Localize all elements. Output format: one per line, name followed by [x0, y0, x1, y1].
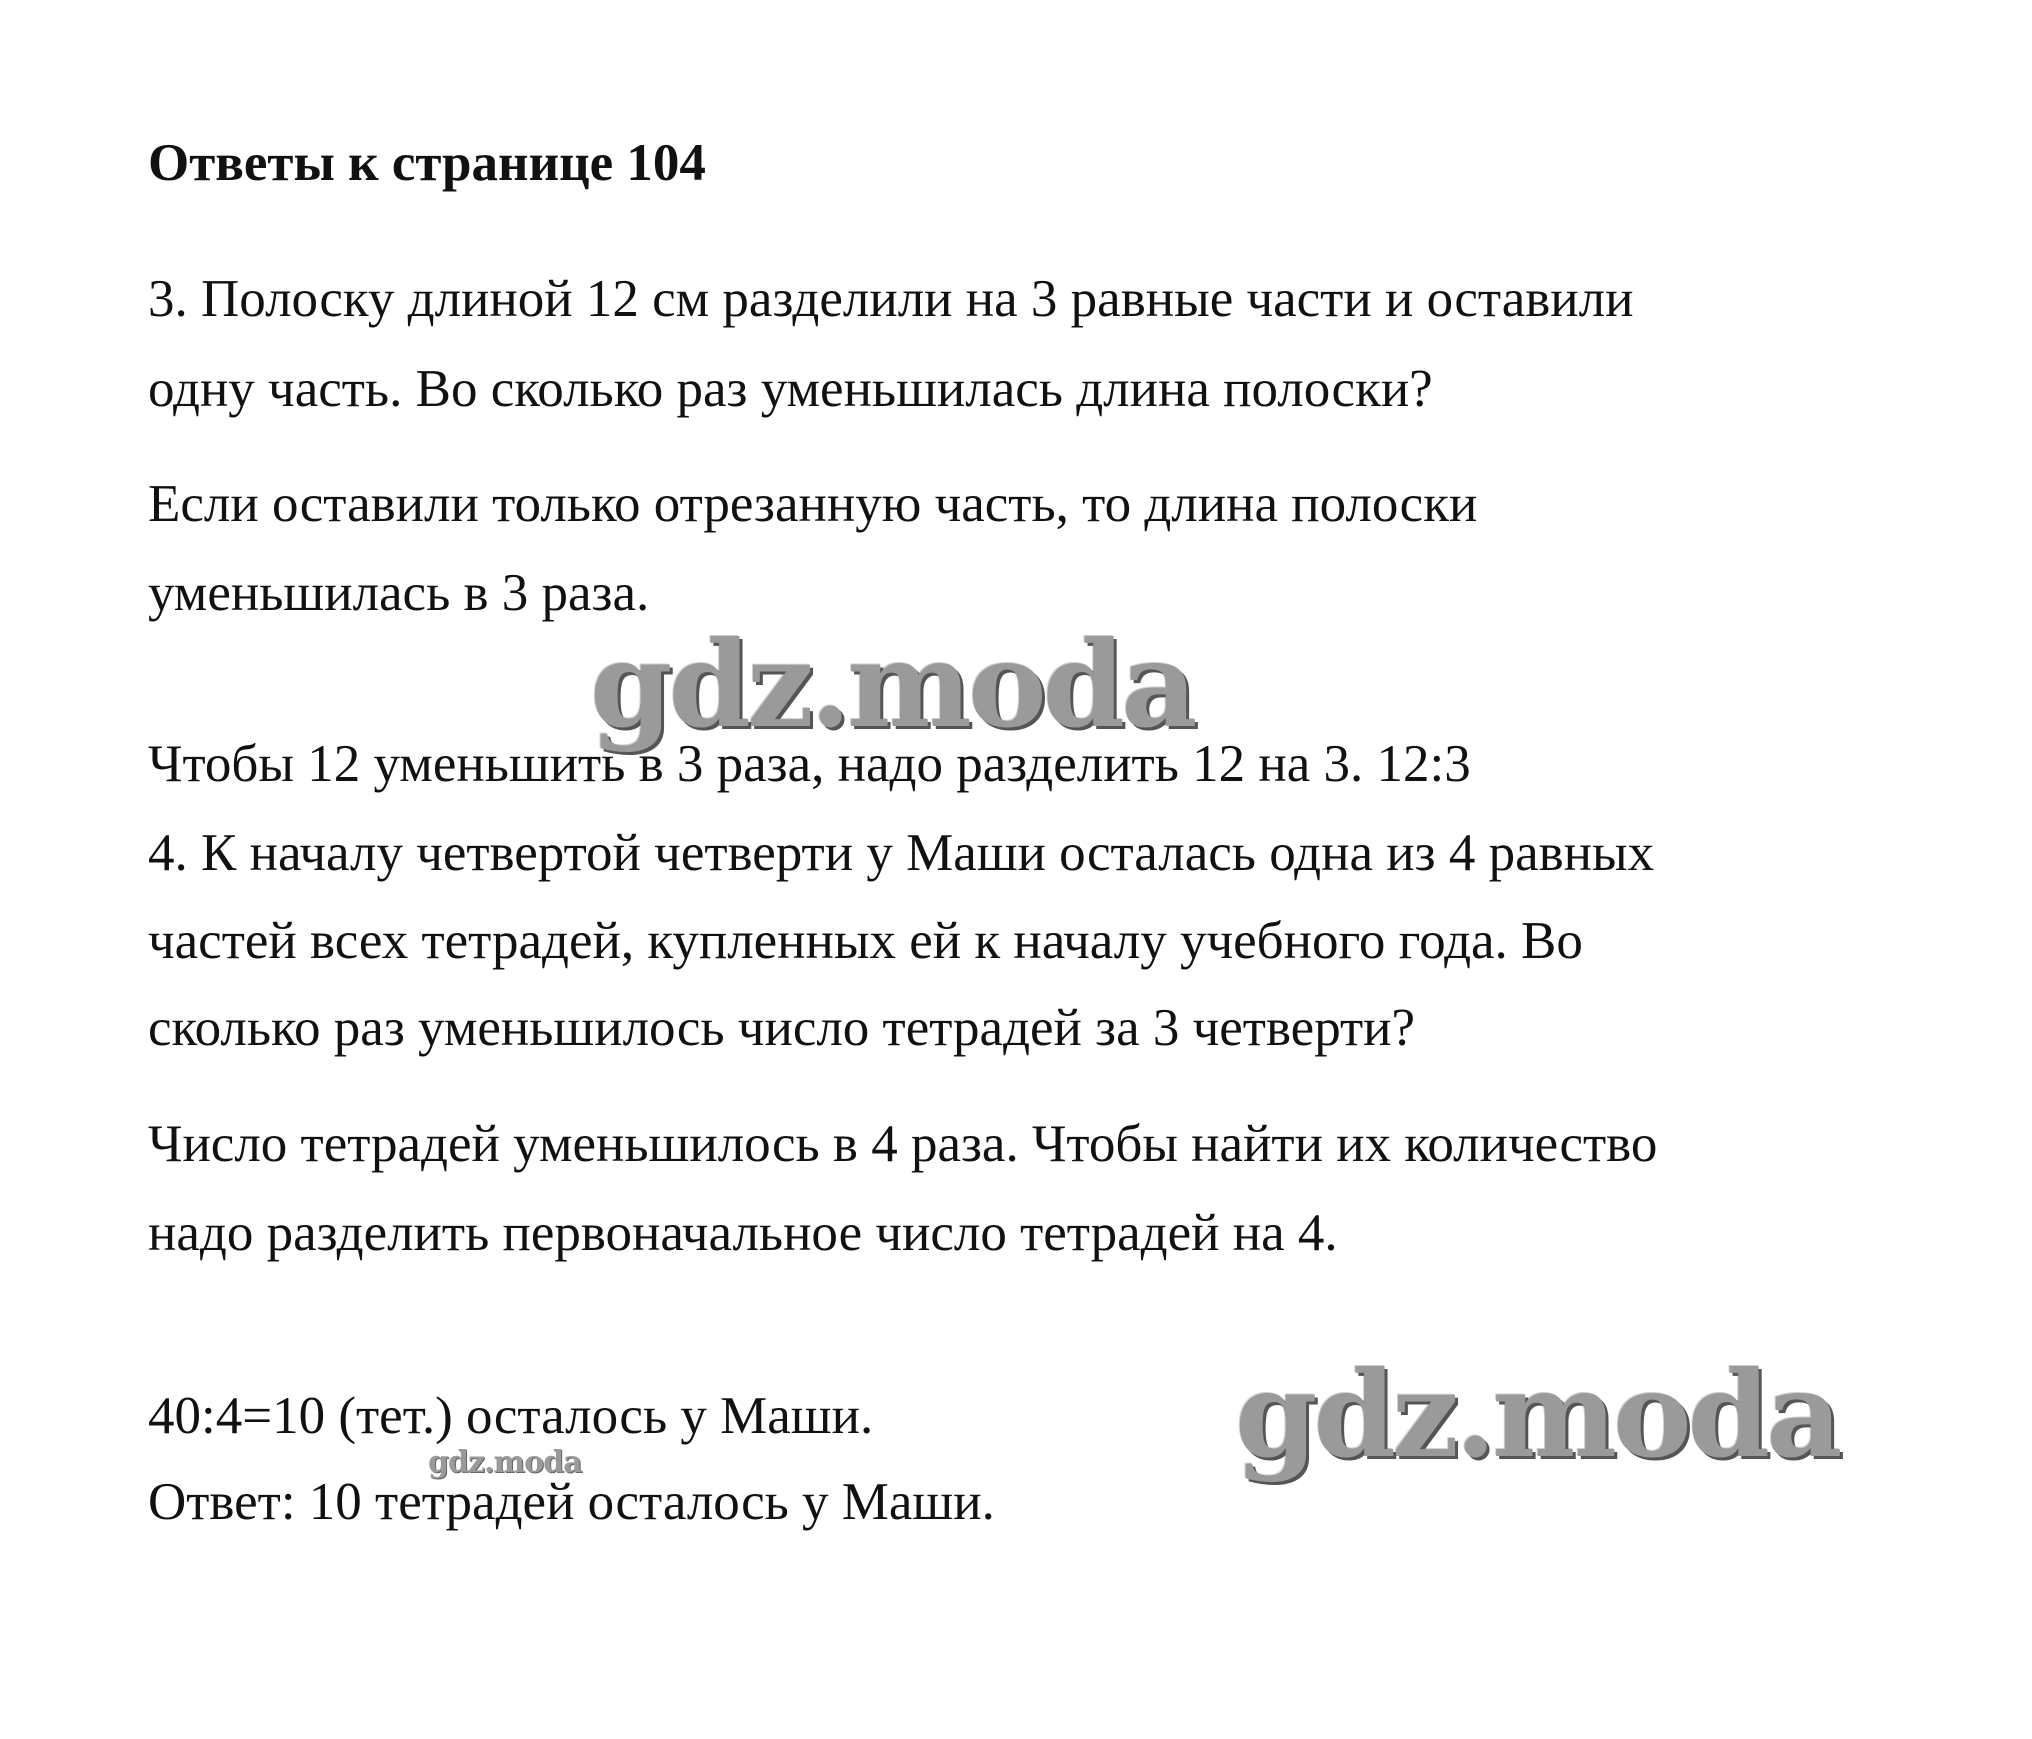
task3-explanation: Чтобы 12 уменьшить в 3 раза, надо разделить 12 на 3. 12:3 — [148, 735, 1471, 793]
task4-question-line1: 4. К началу четвертой четверти у Маши осталась одна из 4 равных — [148, 824, 1655, 882]
watermark-logo: gdz.moda — [1235, 1345, 1839, 1484]
watermark-logo-small: gdz.moda — [428, 1445, 582, 1480]
watermark-logo: gdz.moda — [590, 615, 1194, 754]
task4-answer-line2: надо разделить первоначальное число тетрадей на 4. — [148, 1204, 1338, 1262]
task4-answer-line1: Число тетрадей уменьшилось в 4 раза. Чтобы найти их количество — [148, 1115, 1658, 1173]
task4-final-answer: Ответ: 10 тетрадей осталось у Маши. — [148, 1473, 995, 1531]
task4-question-line2: частей всех тетрадей, купленных ей к началу учебного года. Во — [148, 912, 1583, 970]
task4-question-line3: сколько раз уменьшилось число тетрадей за 3 четверти? — [148, 999, 1416, 1057]
task3-answer-line1: Если оставили только отрезанную часть, то длина полоски — [148, 475, 1478, 533]
task3-question-line1: 3. Полоску длиной 12 см разделили на 3 равные части и оставили — [148, 270, 1634, 328]
task3-question-line2: одну часть. Во сколько раз уменьшилась длина полоски? — [148, 360, 1433, 418]
task3-answer-line2: уменьшилась в 3 раза. — [148, 564, 650, 622]
task4-calculation: 40:4=10 (тет.) осталось у Маши. — [148, 1387, 874, 1445]
page-title: Ответы к странице 104 — [148, 134, 706, 192]
